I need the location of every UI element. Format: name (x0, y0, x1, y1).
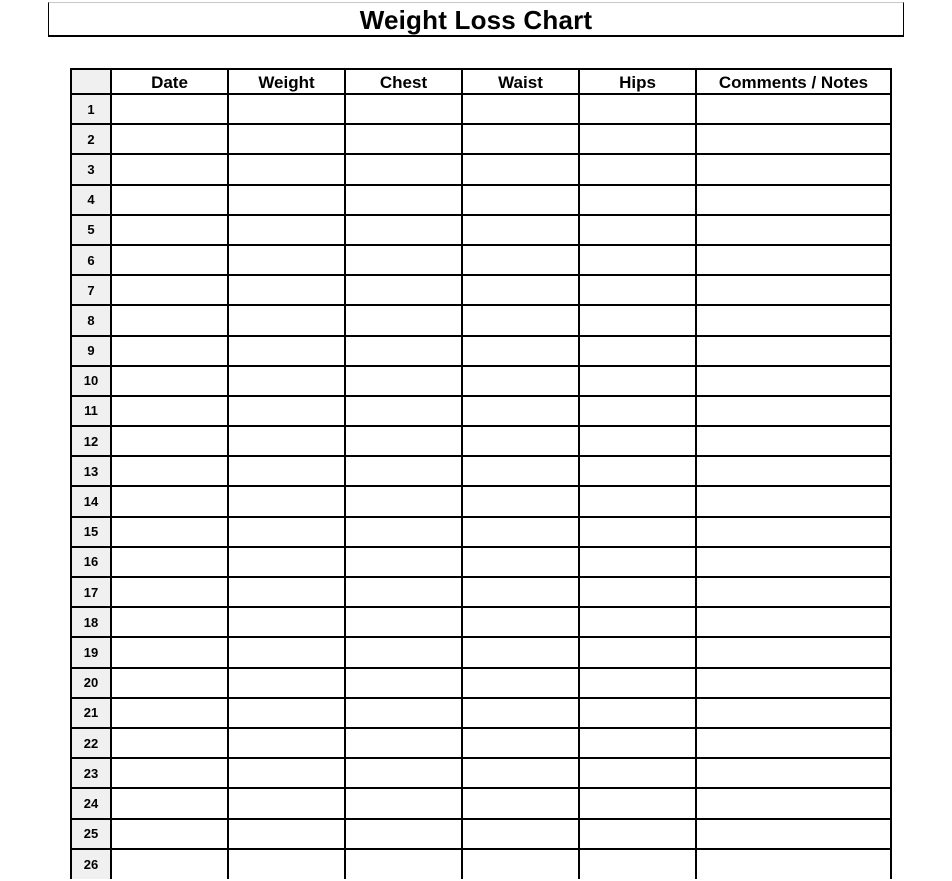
cell-notes[interactable] (696, 245, 891, 275)
cell-notes[interactable] (696, 728, 891, 758)
cell-notes[interactable] (696, 215, 891, 245)
cell-chest[interactable] (345, 426, 462, 456)
cell-weight[interactable] (228, 698, 345, 728)
cell-chest[interactable] (345, 849, 462, 879)
cell-chest[interactable] (345, 124, 462, 154)
cell-date[interactable] (111, 819, 228, 849)
cell-notes[interactable] (696, 94, 891, 124)
cell-waist[interactable] (462, 607, 579, 637)
row-number: 5 (71, 215, 111, 245)
cell-notes[interactable] (696, 637, 891, 667)
cell-hips[interactable] (579, 849, 696, 879)
cell-weight[interactable] (228, 637, 345, 667)
cell-notes[interactable] (696, 426, 891, 456)
cell-notes[interactable] (696, 819, 891, 849)
cell-chest[interactable] (345, 728, 462, 758)
table-row (71, 396, 891, 426)
cell-hips[interactable] (579, 819, 696, 849)
cell-hips[interactable] (579, 275, 696, 305)
table-row (71, 245, 891, 275)
cell-chest[interactable] (345, 788, 462, 818)
row-number: 11 (71, 396, 111, 426)
cell-chest[interactable] (345, 668, 462, 698)
cell-chest[interactable] (345, 547, 462, 577)
table-row (71, 819, 891, 849)
cell-hips[interactable] (579, 788, 696, 818)
cell-chest[interactable] (345, 336, 462, 366)
row-number: 21 (71, 698, 111, 728)
cell-date[interactable] (111, 245, 228, 275)
cell-notes[interactable] (696, 668, 891, 698)
cell-notes[interactable] (696, 396, 891, 426)
page-title: Weight Loss Chart (359, 4, 593, 35)
cell-hips[interactable] (579, 668, 696, 698)
cell-notes[interactable] (696, 185, 891, 215)
row-number: 19 (71, 637, 111, 667)
cell-date[interactable] (111, 215, 228, 245)
cell-date[interactable] (111, 275, 228, 305)
table-row (71, 124, 891, 154)
cell-hips[interactable] (579, 486, 696, 516)
cell-weight[interactable] (228, 245, 345, 275)
table-row (71, 185, 891, 215)
cell-date[interactable] (111, 668, 228, 698)
column-header-date: Date (111, 69, 228, 94)
cell-hips[interactable] (579, 336, 696, 366)
column-header-weight: Weight (228, 69, 345, 94)
cell-chest[interactable] (345, 456, 462, 486)
row-number: 18 (71, 607, 111, 637)
cell-date[interactable] (111, 305, 228, 335)
cell-hips[interactable] (579, 577, 696, 607)
table-row (71, 577, 891, 607)
column-header-chest: Chest (345, 69, 462, 94)
cell-date[interactable] (111, 94, 228, 124)
row-number: 13 (71, 456, 111, 486)
cell-weight[interactable] (228, 577, 345, 607)
table-row (71, 758, 891, 788)
row-number: 1 (71, 94, 111, 124)
cell-notes[interactable] (696, 698, 891, 728)
cell-waist[interactable] (462, 517, 579, 547)
cell-weight[interactable] (228, 275, 345, 305)
cell-waist[interactable] (462, 547, 579, 577)
table-row (71, 517, 891, 547)
cell-waist[interactable] (462, 336, 579, 366)
row-number: 7 (71, 275, 111, 305)
cell-weight[interactable] (228, 185, 345, 215)
cell-waist[interactable] (462, 486, 579, 516)
cell-hips[interactable] (579, 366, 696, 396)
cell-date[interactable] (111, 396, 228, 426)
cell-date[interactable] (111, 577, 228, 607)
cell-hips[interactable] (579, 456, 696, 486)
cell-date[interactable] (111, 185, 228, 215)
cell-hips[interactable] (579, 426, 696, 456)
cell-weight[interactable] (228, 819, 345, 849)
row-number: 24 (71, 788, 111, 818)
title-box (48, 2, 904, 37)
table-row (71, 607, 891, 637)
cell-date[interactable] (111, 366, 228, 396)
cell-waist[interactable] (462, 577, 579, 607)
cell-chest[interactable] (345, 819, 462, 849)
cell-weight[interactable] (228, 788, 345, 818)
row-number: 23 (71, 758, 111, 788)
cell-weight[interactable] (228, 486, 345, 516)
cell-waist[interactable] (462, 788, 579, 818)
cell-waist[interactable] (462, 185, 579, 215)
row-number: 9 (71, 336, 111, 366)
table-row (71, 668, 891, 698)
cell-weight[interactable] (228, 456, 345, 486)
cell-notes[interactable] (696, 456, 891, 486)
row-number: 3 (71, 154, 111, 184)
row-number: 12 (71, 426, 111, 456)
cell-hips[interactable] (579, 124, 696, 154)
cell-hips[interactable] (579, 154, 696, 184)
cell-chest[interactable] (345, 607, 462, 637)
cell-hips[interactable] (579, 185, 696, 215)
cell-date[interactable] (111, 547, 228, 577)
cell-chest[interactable] (345, 215, 462, 245)
table-row (71, 154, 891, 184)
cell-notes[interactable] (696, 124, 891, 154)
cell-weight[interactable] (228, 215, 345, 245)
table-row (71, 486, 891, 516)
cell-waist[interactable] (462, 668, 579, 698)
cell-chest[interactable] (345, 154, 462, 184)
cell-waist[interactable] (462, 94, 579, 124)
cell-date[interactable] (111, 486, 228, 516)
cell-hips[interactable] (579, 215, 696, 245)
cell-date[interactable] (111, 456, 228, 486)
cell-notes[interactable] (696, 336, 891, 366)
cell-date[interactable] (111, 698, 228, 728)
table-row (71, 366, 891, 396)
cell-hips[interactable] (579, 245, 696, 275)
table-row (71, 728, 891, 758)
cell-date[interactable] (111, 607, 228, 637)
cell-weight[interactable] (228, 305, 345, 335)
cell-weight[interactable] (228, 728, 345, 758)
table-body (71, 94, 891, 879)
cell-hips[interactable] (579, 94, 696, 124)
cell-weight[interactable] (228, 396, 345, 426)
cell-waist[interactable] (462, 426, 579, 456)
row-number-header (71, 69, 111, 94)
cell-hips[interactable] (579, 758, 696, 788)
cell-waist[interactable] (462, 456, 579, 486)
header-row (71, 69, 891, 94)
cell-hips[interactable] (579, 305, 696, 335)
cell-waist[interactable] (462, 637, 579, 667)
table-row (71, 336, 891, 366)
cell-weight[interactable] (228, 124, 345, 154)
cell-chest[interactable] (345, 245, 462, 275)
table-row (71, 547, 891, 577)
weight-log-table (70, 68, 892, 879)
row-number: 2 (71, 124, 111, 154)
cell-hips[interactable] (579, 728, 696, 758)
cell-chest[interactable] (345, 698, 462, 728)
cell-notes[interactable] (696, 577, 891, 607)
cell-waist[interactable] (462, 758, 579, 788)
cell-chest[interactable] (345, 275, 462, 305)
cell-weight[interactable] (228, 758, 345, 788)
cell-weight[interactable] (228, 94, 345, 124)
cell-hips[interactable] (579, 517, 696, 547)
cell-weight[interactable] (228, 547, 345, 577)
cell-notes[interactable] (696, 305, 891, 335)
row-number: 25 (71, 819, 111, 849)
column-header-waist: Waist (462, 69, 579, 94)
cell-chest[interactable] (345, 486, 462, 516)
cell-notes[interactable] (696, 788, 891, 818)
cell-chest[interactable] (345, 185, 462, 215)
cell-notes[interactable] (696, 517, 891, 547)
cell-date[interactable] (111, 517, 228, 547)
cell-weight[interactable] (228, 154, 345, 184)
cell-hips[interactable] (579, 607, 696, 637)
cell-chest[interactable] (345, 396, 462, 426)
cell-weight[interactable] (228, 668, 345, 698)
cell-notes[interactable] (696, 849, 891, 879)
cell-chest[interactable] (345, 94, 462, 124)
row-number: 14 (71, 486, 111, 516)
row-number: 16 (71, 547, 111, 577)
cell-weight[interactable] (228, 607, 345, 637)
cell-date[interactable] (111, 728, 228, 758)
row-number: 17 (71, 577, 111, 607)
column-header-notes: Comments / Notes (696, 69, 891, 94)
cell-waist[interactable] (462, 849, 579, 879)
cell-waist[interactable] (462, 819, 579, 849)
cell-waist[interactable] (462, 124, 579, 154)
table-row (71, 94, 891, 124)
table-row (71, 698, 891, 728)
cell-waist[interactable] (462, 698, 579, 728)
cell-date[interactable] (111, 637, 228, 667)
row-number: 10 (71, 366, 111, 396)
cell-date[interactable] (111, 154, 228, 184)
cell-hips[interactable] (579, 547, 696, 577)
cell-notes[interactable] (696, 154, 891, 184)
cell-weight[interactable] (228, 426, 345, 456)
table-row (71, 849, 891, 879)
cell-hips[interactable] (579, 396, 696, 426)
cell-date[interactable] (111, 336, 228, 366)
cell-date[interactable] (111, 124, 228, 154)
cell-hips[interactable] (579, 637, 696, 667)
cell-waist[interactable] (462, 396, 579, 426)
cell-notes[interactable] (696, 607, 891, 637)
row-number: 15 (71, 517, 111, 547)
cell-weight[interactable] (228, 366, 345, 396)
table-row (71, 456, 891, 486)
cell-notes[interactable] (696, 486, 891, 516)
cell-waist[interactable] (462, 215, 579, 245)
cell-notes[interactable] (696, 275, 891, 305)
cell-date[interactable] (111, 788, 228, 818)
table-row (71, 788, 891, 818)
cell-hips[interactable] (579, 698, 696, 728)
row-number: 4 (71, 185, 111, 215)
cell-waist[interactable] (462, 154, 579, 184)
cell-waist[interactable] (462, 275, 579, 305)
cell-chest[interactable] (345, 305, 462, 335)
table-row (71, 426, 891, 456)
table-row (71, 275, 891, 305)
row-number: 26 (71, 849, 111, 879)
row-number: 20 (71, 668, 111, 698)
table-row (71, 637, 891, 667)
cell-weight[interactable] (228, 517, 345, 547)
cell-weight[interactable] (228, 849, 345, 879)
cell-chest[interactable] (345, 758, 462, 788)
cell-chest[interactable] (345, 366, 462, 396)
cell-chest[interactable] (345, 637, 462, 667)
cell-notes[interactable] (696, 366, 891, 396)
cell-notes[interactable] (696, 547, 891, 577)
cell-waist[interactable] (462, 245, 579, 275)
cell-date[interactable] (111, 758, 228, 788)
cell-weight[interactable] (228, 336, 345, 366)
row-number: 8 (71, 305, 111, 335)
cell-date[interactable] (111, 849, 228, 879)
cell-notes[interactable] (696, 758, 891, 788)
column-header-hips: Hips (579, 69, 696, 94)
cell-chest[interactable] (345, 517, 462, 547)
cell-waist[interactable] (462, 366, 579, 396)
cell-date[interactable] (111, 426, 228, 456)
cell-waist[interactable] (462, 305, 579, 335)
row-number: 6 (71, 245, 111, 275)
cell-chest[interactable] (345, 577, 462, 607)
cell-waist[interactable] (462, 728, 579, 758)
table-row (71, 305, 891, 335)
row-number: 22 (71, 728, 111, 758)
table-row (71, 215, 891, 245)
